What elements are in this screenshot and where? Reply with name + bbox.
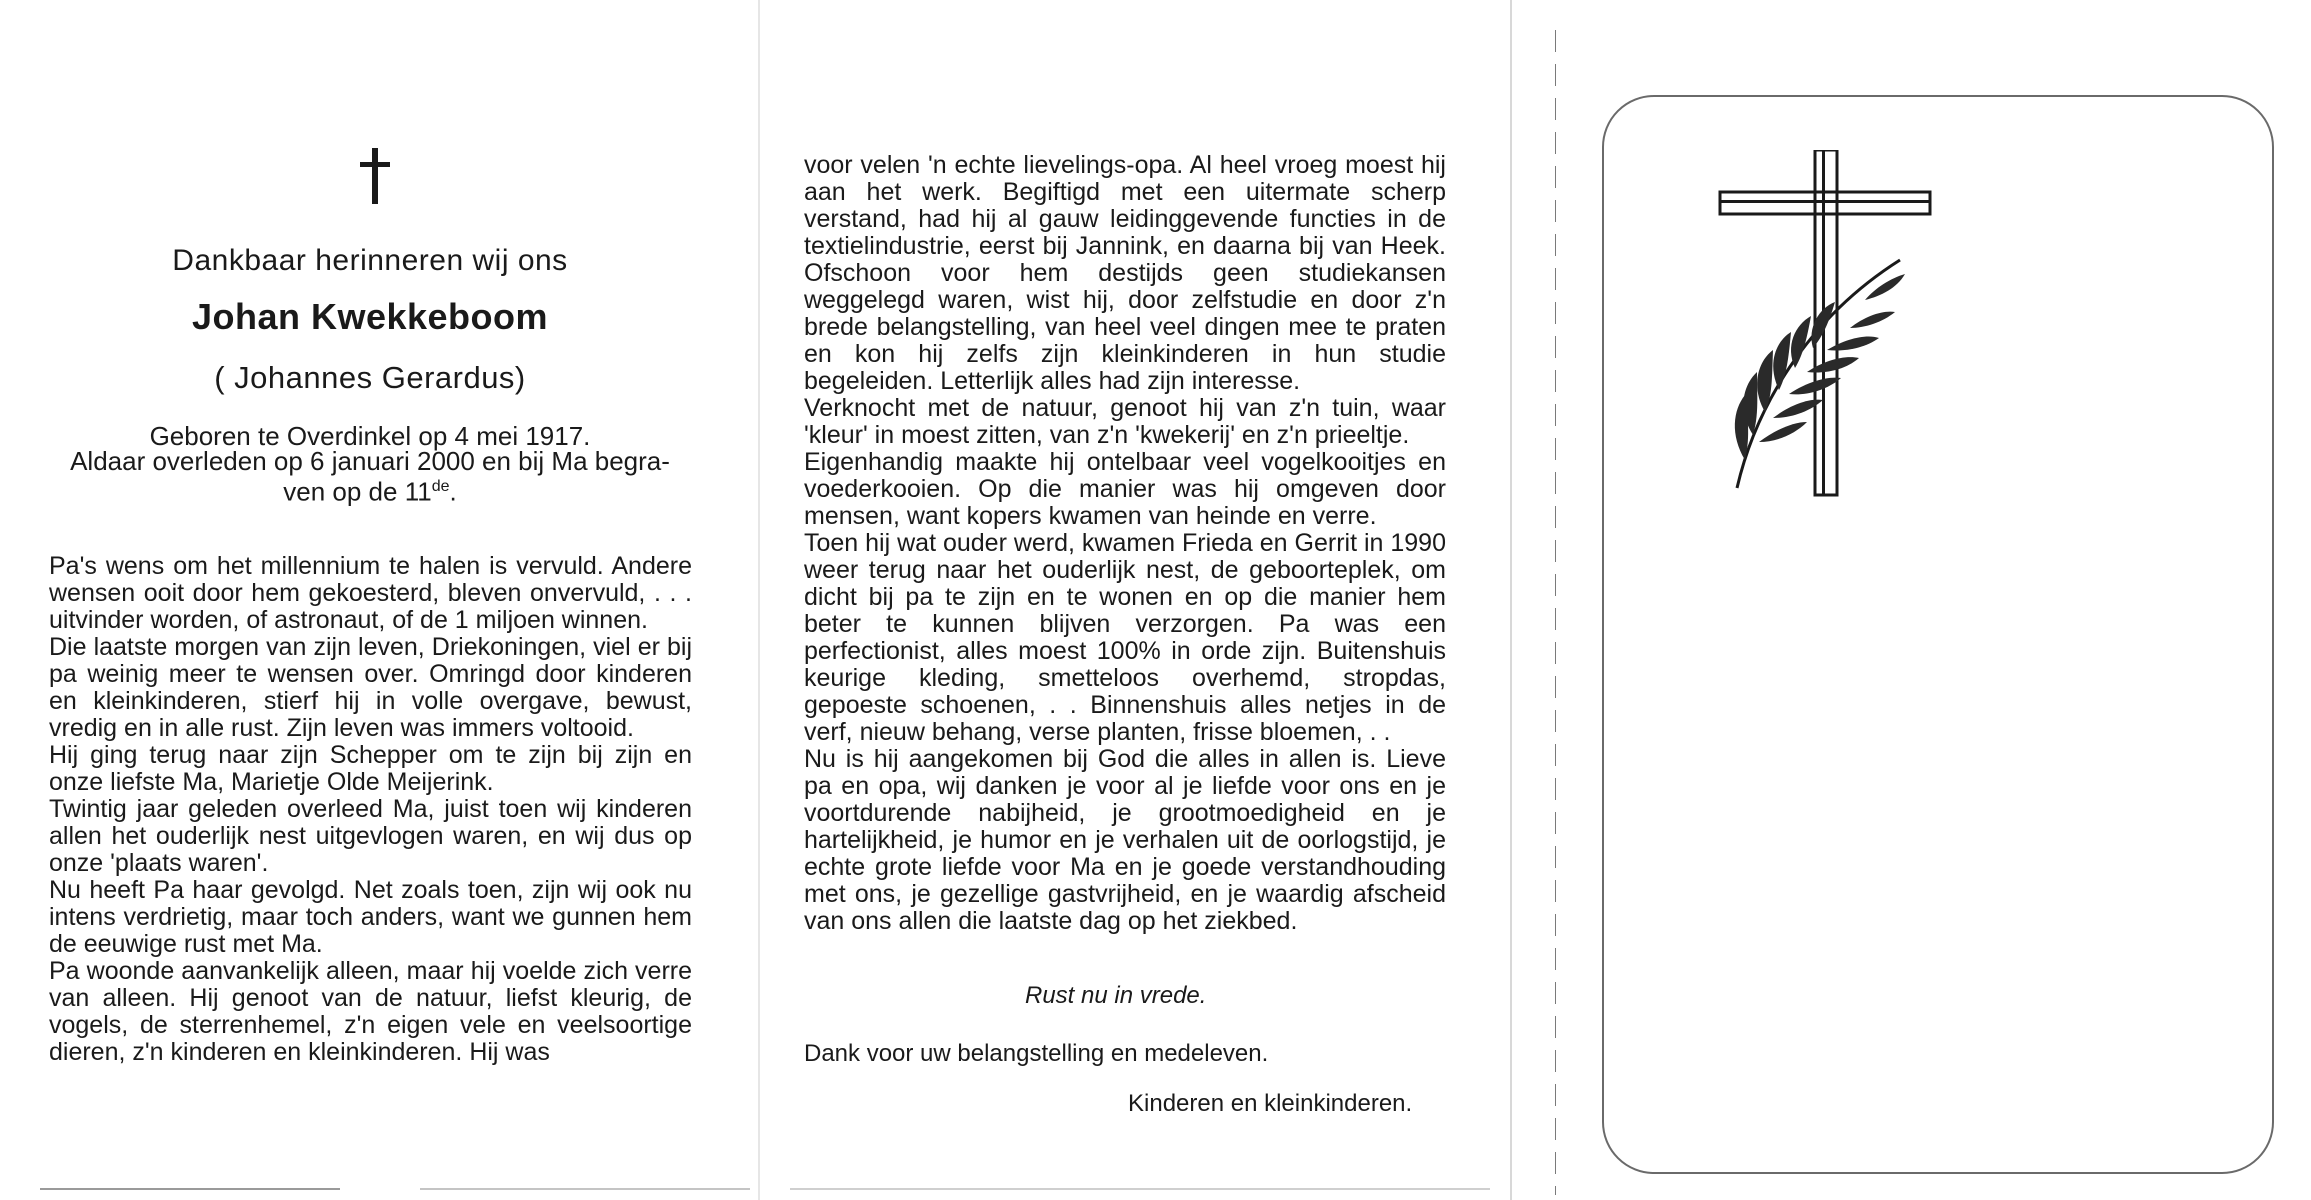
fold-line-right	[1510, 0, 1512, 1200]
left-page	[0, 0, 760, 1200]
fold-dashed-line	[1555, 30, 1556, 1195]
thanks-line: Dank voor uw belangstelling en medeleven.	[804, 1040, 1269, 1067]
paragraph: Nu is hij aangekomen bij God die alles in allen is. Lieve pa en opa, wij danken je voor al je liefde voor ons en je voortdurende nabijheid, je grootmoedigheid en je hartelijkheid, je humor en je verhalen uit de oorlogstijd, je echte grote liefde voor Ma en je goede verstandhouding met ons, je gezellige gastvrijheid, en je waardig afscheid van ons allen die laatste dag op het ziekbed.	[804, 745, 1446, 935]
paragraph: Twintig jaar geleden overleed Ma, juist toen wij kinderen allen het ouderlijk nest uitgevlogen waren, en wij dus op onze 'plaats waren'.	[49, 795, 692, 877]
buried-sup: de	[431, 478, 450, 495]
signoff: Kinderen en kleinkinderen.	[1128, 1090, 1413, 1117]
cross-with-palm-branch-icon	[1715, 150, 1945, 500]
edge-mark	[790, 1188, 1490, 1190]
paragraph: Verknocht met de natuur, genoot hij van z'n tuin, waar 'kleur' in moest zitten, van z'n 'kwekerij' en z'n prieeltje.	[804, 394, 1446, 449]
paragraph: Pa woonde aanvankelijk alleen, maar hij voelde zich verre van alleen. Hij genoot van de natuur, liefst kleurig, de vogels, de sterrenhemel, z'n eigen vele en veelsoortige dieren, z'n kinderen en kleinkinderen. Hij was	[49, 957, 692, 1066]
paragraph: Die laatste morgen van zijn leven, Driekoningen, viel er bij pa weinig meer te wensen over. Omringd door kinderen en kleinkinderen, stierf hij in volle overgave, bewust, vredig en in alle rust. Zijn leven was immers voltooid.	[49, 633, 692, 742]
cross-icon	[360, 148, 390, 204]
paragraph: Eigenhandig maakte hij ontelbaar veel vogelkooitjes en voederkooien. Op die manier was hij omgeven door mensen, want kopers kwamen van heinde en verre.	[804, 448, 1446, 530]
paragraph: Hij ging terug naar zijn Schepper om te zijn bij zijn en onze liefste Ma, Marietje Olde Meijerink.	[49, 741, 692, 796]
given-names: ( Johannes Gerardus)	[214, 360, 526, 395]
paragraph: Toen hij wat ouder werd, kwamen Frieda en Gerrit in 1990 weer terug naar het ouderlijk nest, de geboorteplek, om dicht bij pa te zijn en te wonen en op die manier hem beter te kunnen blijven verzorgen. Pa was een perfectionist, alles moest 100% in orde zijn. Buitenshuis keurige kleding, smetteloos overhemd, stropdas, gepoeste schoenen, . . Binnenshuis alles netjes in de verf, nieuw behang, verse planten, frisse bloemen, . .	[804, 529, 1446, 746]
eulogy-column-1	[49, 553, 692, 1066]
paragraph: voor velen 'n echte lievelings-opa. Al heel vroeg moest hij aan het werk. Begiftigd met een uitermate scherp verstand, had hij al gauw leidinggevende functies in de textielindustrie, eerst bij Jannink, en daarna bij van Heek. Ofschoon voor hem destijds geen studiekansen weggelegd waren, wist hij, door zelfstudie en door z'n brede belangstelling, van heel veel dingen mee te praten en kon hij zelfs zijn kleinkinderen in hun studie begeleiden. Letterlijk alles had zijn interesse.	[804, 151, 1446, 395]
buried-line: ven op de 11de.	[283, 476, 457, 507]
born-line: Geboren te Overdinkel op 4 mei 1917.	[149, 421, 591, 451]
died-line: Aldaar overleden op 6 januari 2000 en bij Ma begra-	[70, 446, 670, 476]
eulogy-column-2	[804, 152, 1446, 935]
paragraph: Pa's wens om het millennium te halen is vervuld. Andere wensen ooit door hem gekoesterd, bleven onvervuld, . . . uitvinder worden, of astronaut, of de 1 miljoen winnen.	[49, 552, 692, 634]
birth-death-info	[0, 421, 740, 507]
paragraph: Nu heeft Pa haar gevolgd. Net zoals toen, zijn wij ook nu intens verdrietig, maar toch anders, want we gunnen hem de eeuwige rust met Ma.	[49, 876, 692, 958]
intro-text: Dankbaar herinneren wij ons	[172, 244, 568, 277]
closing-line: Rust nu in vrede.	[1025, 982, 1207, 1009]
deceased-name: Johan Kwekkeboom	[191, 296, 549, 337]
buried-text: ven op de 11	[283, 476, 432, 507]
